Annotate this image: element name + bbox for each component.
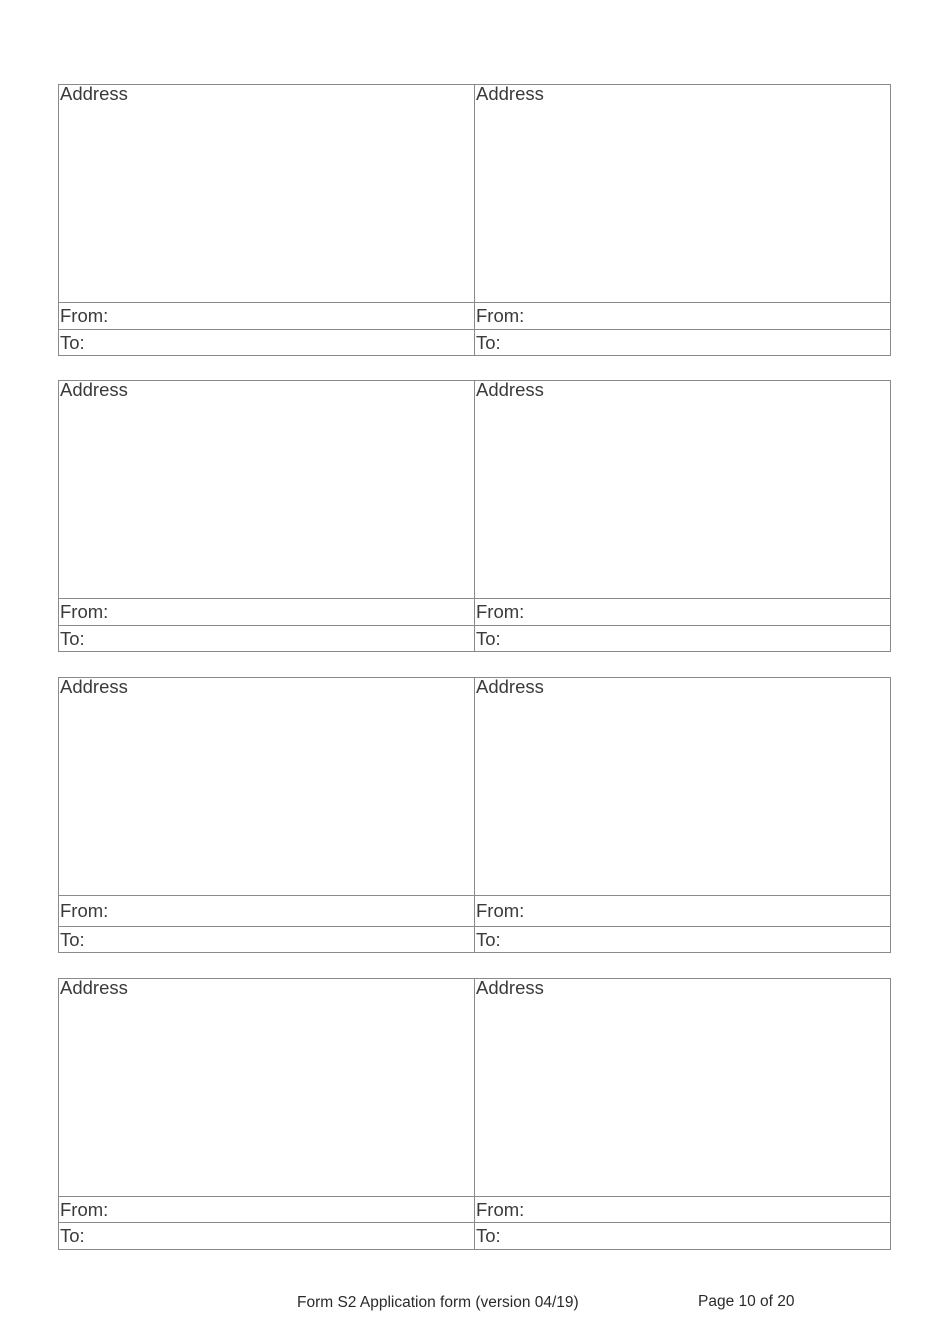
to-field-left[interactable] [59, 1222, 475, 1249]
address-label: Address [476, 381, 544, 400]
from-label: From: [476, 305, 525, 326]
from-field-right[interactable] [475, 598, 890, 625]
address-field-left[interactable] [59, 678, 475, 895]
to-label: To: [60, 627, 85, 649]
address-label: Address [60, 678, 128, 697]
from-field-left[interactable] [59, 598, 475, 625]
address-field-right[interactable] [475, 979, 890, 1196]
address-block-4 [58, 978, 891, 1250]
address-label: Address [476, 979, 544, 998]
address-label: Address [476, 85, 544, 104]
address-label: Address [60, 85, 128, 104]
to-label: To: [476, 627, 501, 649]
from-label: From: [476, 601, 525, 622]
to-field-left[interactable] [59, 926, 475, 952]
address-block-2 [58, 380, 891, 652]
from-field-right[interactable] [475, 1196, 890, 1222]
address-field-right[interactable] [475, 85, 890, 302]
address-label: Address [60, 381, 128, 400]
from-label: From: [476, 900, 525, 921]
address-field-right[interactable] [475, 381, 890, 598]
to-label: To: [60, 331, 85, 353]
from-field-right[interactable] [475, 302, 890, 329]
from-field-left[interactable] [59, 302, 475, 329]
to-field-right[interactable] [475, 1222, 890, 1249]
to-label: To: [60, 1225, 85, 1246]
address-field-left[interactable] [59, 85, 475, 302]
from-label: From: [60, 305, 109, 326]
footer-page-number: Page 10 of 20 [698, 1293, 795, 1310]
from-label: From: [60, 601, 109, 622]
from-field-right[interactable] [475, 895, 890, 926]
to-field-right[interactable] [475, 329, 890, 355]
to-label: To: [476, 1225, 501, 1246]
address-block-1 [58, 84, 891, 356]
from-label: From: [60, 900, 109, 921]
to-field-right[interactable] [475, 926, 890, 952]
from-field-left[interactable] [59, 1196, 475, 1222]
from-label: From: [476, 1198, 525, 1220]
to-label: To: [476, 928, 501, 950]
address-field-left[interactable] [59, 381, 475, 598]
to-field-right[interactable] [475, 625, 890, 651]
from-field-left[interactable] [59, 895, 475, 926]
to-field-left[interactable] [59, 329, 475, 355]
address-block-3 [58, 677, 891, 953]
footer-form-name: Form S2 Application form (version 04/19) [297, 1294, 579, 1311]
address-field-right[interactable] [475, 678, 890, 895]
to-label: To: [476, 331, 501, 353]
to-field-left[interactable] [59, 625, 475, 651]
address-label: Address [60, 979, 128, 998]
address-field-left[interactable] [59, 979, 475, 1196]
from-label: From: [60, 1198, 109, 1220]
address-label: Address [476, 678, 544, 697]
to-label: To: [60, 928, 85, 950]
